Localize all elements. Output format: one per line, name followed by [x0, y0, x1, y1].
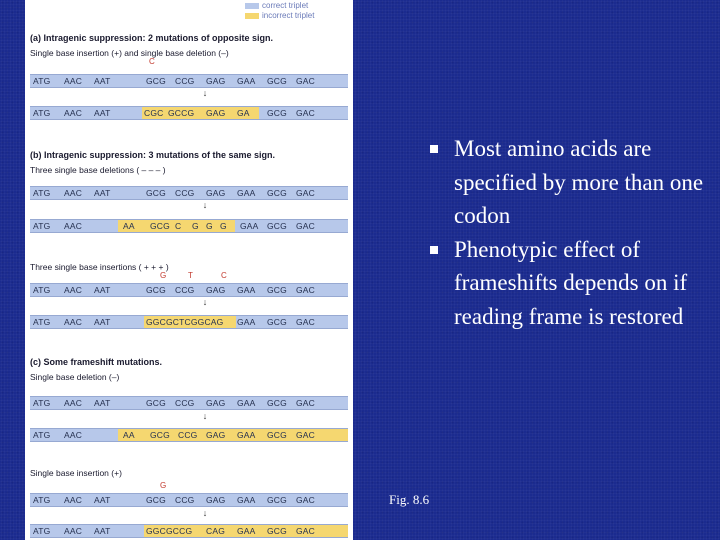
triplet: GCG	[146, 285, 166, 295]
triplet: GAA	[237, 76, 256, 86]
triplet: AAC	[64, 188, 83, 198]
insertion-mark: T	[188, 271, 193, 280]
triplet: AAC	[64, 317, 83, 327]
bullet-item	[430, 233, 710, 334]
triplet: GAA	[237, 430, 256, 440]
frameshift-figure	[25, 0, 353, 540]
triplet: GCG	[267, 317, 287, 327]
incorrect-swatch	[245, 13, 259, 19]
triplet: CCG	[178, 430, 198, 440]
triplet: GAC	[296, 188, 316, 198]
triplet: GCG	[150, 221, 170, 231]
sequence-bar	[30, 493, 348, 507]
legend-correct-label: correct triplet	[262, 1, 309, 10]
bullet-text: Most amino acids are specified by more than one codon	[454, 136, 704, 228]
bullet-text: Phenotypic effect of frameshifts depends on if reading frame is restored	[454, 236, 688, 329]
triplet: GA	[237, 108, 250, 118]
triplet: CAG	[206, 526, 226, 536]
triplet: CCG	[175, 188, 195, 198]
triplet: AAT	[94, 526, 111, 536]
triplet: AAT	[94, 495, 111, 505]
triplet: AAC	[64, 221, 83, 231]
triplet: GAC	[296, 398, 316, 408]
down-arrow-icon: ↓	[202, 88, 208, 98]
down-arrow-icon: ↓	[202, 508, 208, 518]
triplet: GCG	[146, 76, 166, 86]
triplet: GAA	[237, 188, 256, 198]
triplet: AAT	[94, 188, 111, 198]
triplet: AAT	[94, 285, 111, 295]
triplet: GAA	[237, 398, 256, 408]
sequence-bar	[30, 524, 348, 538]
triplet: ATG	[33, 188, 51, 198]
triplet: ATG	[33, 526, 51, 536]
triplet: AA	[123, 430, 135, 440]
triplet: AAC	[64, 430, 83, 440]
triplet: CCG	[175, 285, 195, 295]
triplet: GAG	[206, 76, 226, 86]
triplet: AAC	[64, 495, 83, 505]
triplet: AAT	[94, 76, 111, 86]
triplet: GCG	[267, 76, 287, 86]
triplet: GAA	[237, 526, 256, 536]
triplet: GAA	[237, 285, 256, 295]
triplet: GAC	[296, 495, 316, 505]
insertion-mark: G	[160, 271, 167, 280]
triplet: AAT	[94, 398, 111, 408]
triplet: G	[192, 221, 199, 231]
triplet: AAC	[64, 526, 83, 536]
panel-a-title: (a) Intragenic suppression: 2 mutations of opposite sign.	[30, 33, 274, 43]
triplet: GGCGCTCGGCAG	[146, 317, 224, 327]
sequence-bar	[30, 106, 348, 120]
correct-swatch	[245, 3, 259, 9]
figure-caption: Fig. 8.6	[389, 492, 430, 507]
triplet: AAC	[64, 285, 83, 295]
sequence-bar	[30, 186, 348, 200]
sequence-bar	[30, 396, 348, 410]
insertion-mark: C	[149, 57, 155, 66]
triplet: AAT	[94, 317, 111, 327]
down-arrow-icon: ↓	[202, 297, 208, 307]
triplet: GCG	[267, 221, 287, 231]
triplet: CCG	[175, 495, 195, 505]
triplet: GCG	[146, 398, 166, 408]
panel-c-subtitle: Single base deletion (–)	[30, 372, 120, 382]
triplet: CCG	[175, 398, 195, 408]
triplet: GCG	[267, 430, 287, 440]
triplet: G	[206, 221, 213, 231]
bullet-square-icon	[430, 145, 438, 153]
triplet: GCCG	[168, 108, 195, 118]
triplet: ATG	[33, 76, 51, 86]
triplet: GAA	[237, 495, 256, 505]
triplet: GCG	[150, 430, 170, 440]
sequence-bar	[30, 428, 348, 442]
down-arrow-icon: ↓	[202, 411, 208, 421]
triplet: GCG	[267, 495, 287, 505]
triplet: G	[220, 221, 227, 231]
legend-correct	[245, 1, 308, 10]
bullet-list	[430, 132, 710, 333]
triplet: CCG	[175, 76, 195, 86]
triplet: ATG	[33, 398, 51, 408]
triplet: GCG	[267, 188, 287, 198]
legend-incorrect-label: incorrect triplet	[262, 11, 315, 20]
triplet: GAG	[206, 430, 226, 440]
insertion-mark: G	[160, 481, 167, 490]
triplet: GAC	[296, 430, 316, 440]
triplet: AAC	[64, 76, 83, 86]
triplet: GAC	[296, 526, 316, 536]
triplet: GAC	[296, 76, 316, 86]
triplet: ATG	[33, 108, 51, 118]
triplet: GCG	[267, 398, 287, 408]
triplet: AAT	[94, 108, 111, 118]
panel-b-title: (b) Intragenic suppression: 3 mutations of the same sign.	[30, 150, 276, 160]
panel-b-subtitle-insertions: Three single base insertions ( + + + )	[30, 262, 169, 272]
triplet: AAC	[64, 398, 83, 408]
bullet-item	[430, 132, 710, 233]
triplet: GAG	[206, 398, 226, 408]
triplet: GAG	[206, 285, 226, 295]
triplet: ATG	[33, 221, 51, 231]
triplet: GAC	[296, 108, 316, 118]
bullet-square-icon	[430, 246, 438, 254]
panel-a-subtitle: Single base insertion (+) and single base deletion (–)	[30, 48, 229, 58]
triplet: GAG	[206, 495, 226, 505]
triplet: GAG	[206, 108, 226, 118]
insertion-mark: C	[221, 271, 227, 280]
triplet: GGCGCCG	[146, 526, 193, 536]
down-arrow-icon: ↓	[202, 200, 208, 210]
triplet: GAA	[240, 221, 259, 231]
triplet: AAC	[64, 108, 83, 118]
panel-b-subtitle: Three single base deletions ( – – – )	[30, 165, 166, 175]
triplet: GCG	[146, 188, 166, 198]
triplet: GAC	[296, 317, 316, 327]
sequence-bar	[30, 219, 348, 233]
panel-c-subtitle-insertion: Single base insertion (+)	[30, 468, 122, 478]
legend-incorrect	[245, 11, 314, 20]
triplet: GAA	[237, 317, 256, 327]
triplet: GAC	[296, 221, 316, 231]
sequence-bar	[30, 315, 348, 329]
triplet: C	[175, 221, 182, 231]
triplet: ATG	[33, 495, 51, 505]
triplet: ATG	[33, 317, 51, 327]
triplet: GCG	[146, 495, 166, 505]
triplet: AA	[123, 221, 135, 231]
triplet: GAG	[206, 188, 226, 198]
triplet: GCG	[267, 285, 287, 295]
triplet: GCG	[267, 526, 287, 536]
triplet: CGC	[144, 108, 164, 118]
triplet: GAC	[296, 285, 316, 295]
triplet: ATG	[33, 285, 51, 295]
triplet: GCG	[267, 108, 287, 118]
sequence-bar	[30, 74, 348, 88]
panel-c-title: (c) Some frameshift mutations.	[30, 357, 163, 367]
triplet: ATG	[33, 430, 51, 440]
sequence-bar	[30, 283, 348, 297]
